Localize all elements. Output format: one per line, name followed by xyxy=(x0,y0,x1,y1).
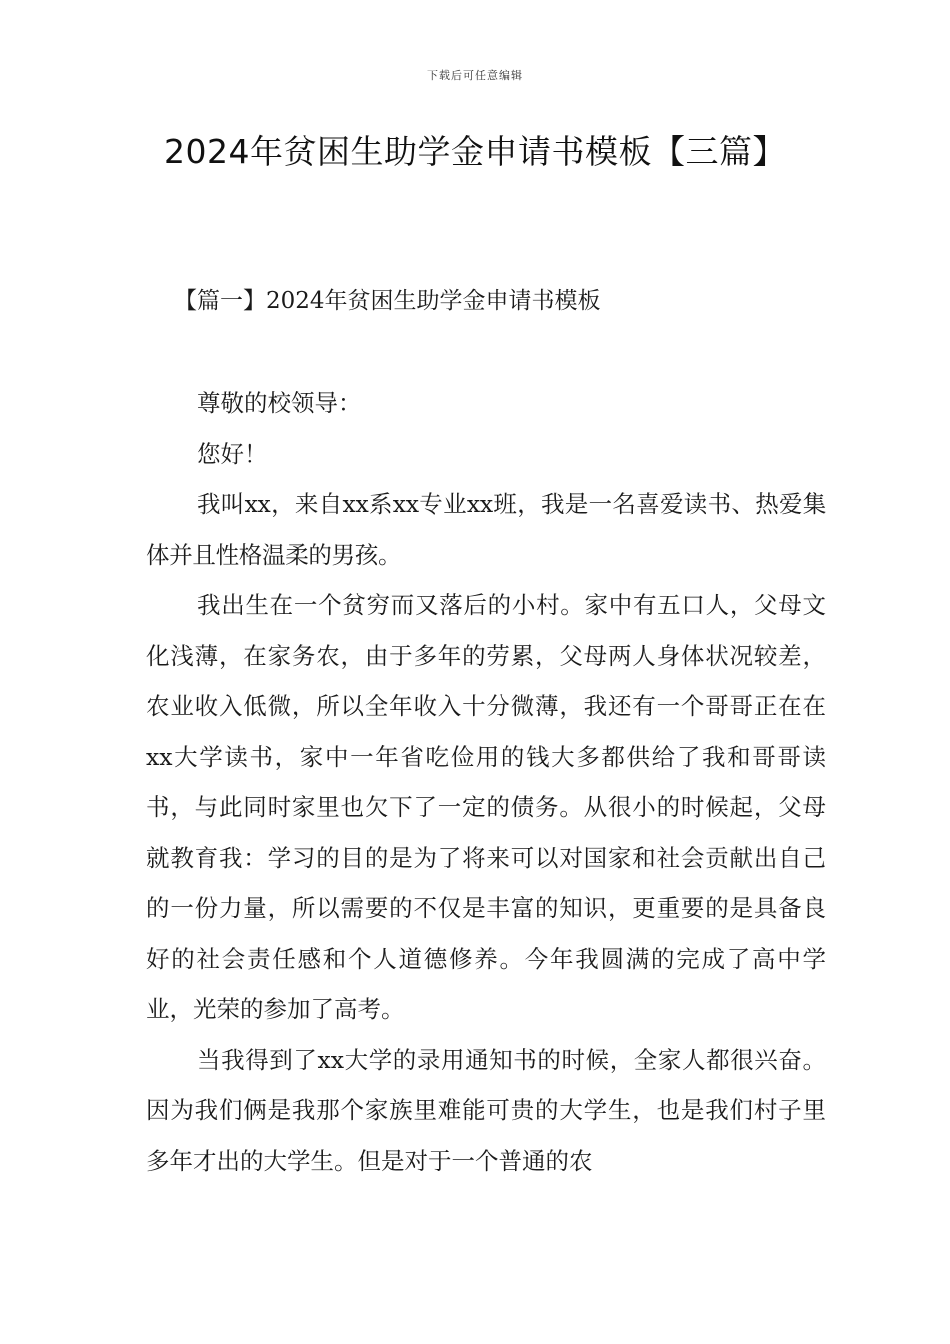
document-title: 2024年贫困生助学金申请书模板【三篇】 xyxy=(164,132,786,171)
header-note: 下载后可任意编辑 xyxy=(427,69,523,82)
paragraph-intro: 我叫xx，来自xx系xx专业xx班，我是一名喜爱读书、热爱集体并且性格温柔的男孩。 xyxy=(146,490,826,569)
section-heading: 【篇一】2024年贫困生助学金申请书模板 xyxy=(174,288,601,314)
letter-body xyxy=(146,378,826,1186)
greeting: 您好！ xyxy=(197,439,268,468)
paragraph-family: 我出生在一个贫穷而又落后的小村。家中有五口人，父母文化浅薄，在家务农，由于多年的劳累，父母两人身体状况较差，农业收入低微，所以全年收入十分微薄，我还有一个哥哥正在在xx大学读书，家中一年省吃俭用的钱大多都供给了我和哥哥读书，与此同时家里也欠下了一定的债务。从很小的时候起，父母就教育我：学习的目的是为了将来可以对国家和社会贡献出自己的一份力量，所以需要的不仅是丰富的知识，更重要的是具备良好的社会责任感和个人道德修养。今年我圆满的完成了高中学业，光荣的参加了高考。 xyxy=(146,591,826,1023)
salutation: 尊敬的校领导： xyxy=(197,389,362,417)
paragraph-admission: 当我得到了xx大学的录用通知书的时候，全家人都很兴奋。因为我们俩是我那个家族里难能可贵的大学生，也是我们村子里多年才出的大学生。但是对于一个普通的农 xyxy=(146,1045,826,1175)
